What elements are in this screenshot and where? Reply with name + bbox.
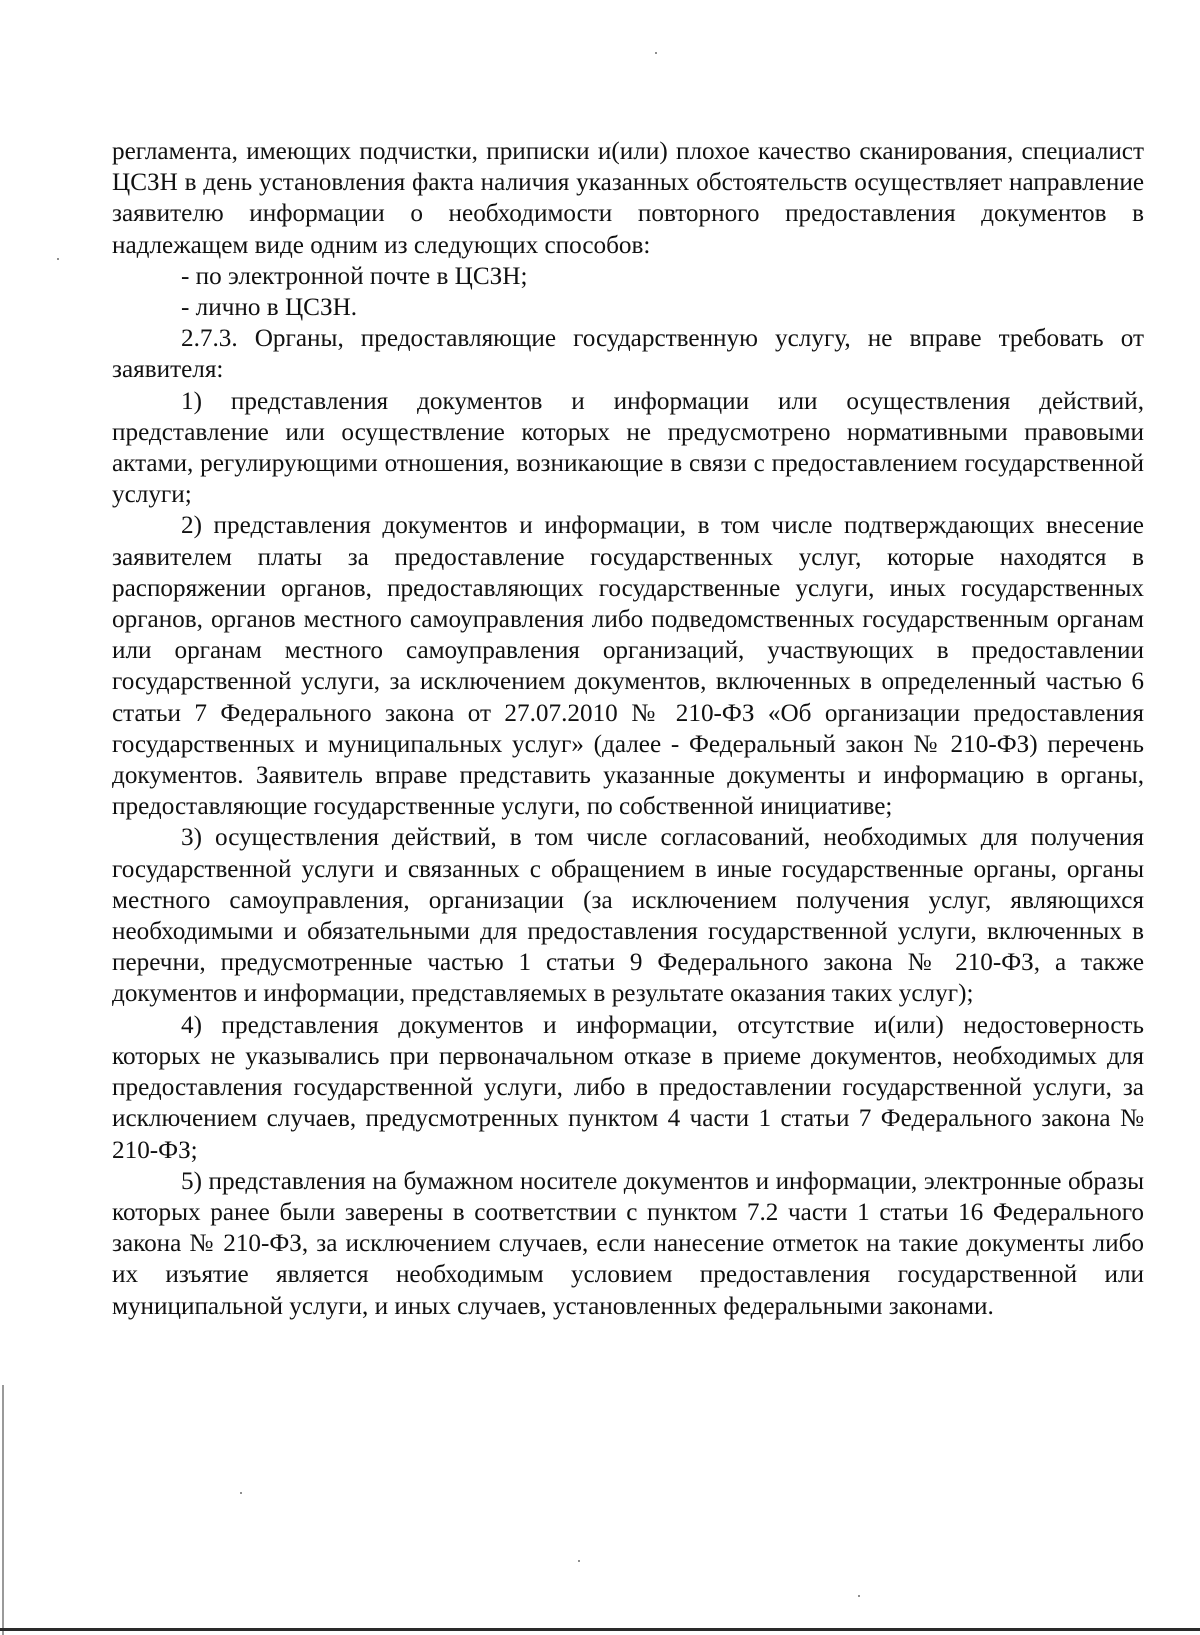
scan-speck [240,1492,242,1494]
section-2-7-3: 2.7.3. Органы, предоставляющие государственную услугу, не вправе требовать от заявителя: [112,325,1144,384]
list-item-in-person: - лично в ЦСЗН. [181,294,358,322]
scan-edge-left [2,1385,4,1635]
clause-3: 3) осуществления действий, в том числе согласований, необходимых для получения государственной услуги и связанных с обращением в иные государственные органы, органы местного самоуправления, организации (за исключением получения услуг, являющихся необходимыми и обязательными для предоставления государственной услуги, включенных в перечни, предусмотренные частью 1 статьи 9 Федерального закона № 210-ФЗ, а также документов и информации, представляемых в результате оказания таких услуг); [112,824,1144,1008]
clause-1: 1) представления документов и информации или осуществления действий, представление или осуществление которых не предусмотрено нормативными правовыми актами, регулирующими отношения, возникающие в связи с предоставлением государственной услуги; [112,387,1144,509]
clause-5: 5) представления на бумажном носителе документов и информации, электронные образы которых ранее были заверены в соответствии с пунктом 7.2 части 1 статьи 16 Федерального закона № 210-ФЗ, за исключением случаев, если нанесение отметок на такие документы либо их изъятие является необходимым условием предоставления государственной или муниципальной услуги, и иных случаев, установленных федеральными законами. [112,1167,1144,1320]
scan-edge-bottom [0,1628,1200,1631]
scan-speck [858,1595,860,1597]
list-item-email: - по электронной почте в ЦСЗН; [181,262,528,290]
clause-2: 2) представления документов и информации, в том числе подтверждающих внесение заявителем платы за предоставление государственных услуг, которые находятся в распоряжении органов, предоставляющих государственные услуги, иных государственных органов, органов местного самоуправления либо подведомственных государственным органам или органам местного самоуправления организаций, участвующих в предоставлении государственной услуги, за исключением документов, включенных в определенный частью 6 статьи 7 Федерального закона от 27.07.2010 № 210-ФЗ «Об организации предоставления государственных и муниципальных услуг» (далее - Федеральный закон № 210-ФЗ) перечень документов. Заявитель вправе представить указанные документы и информацию в органы, предоставляющие государственные услуги, по собственной инициативе; [112,512,1144,821]
scan-speck [655,52,657,54]
document-body [112,136,1144,1322]
clause-4: 4) представления документов и информации, отсутствие и(или) недостоверность которых не указывались при первоначальном отказе в приеме документов, необходимых для предоставления государственной услуги, либо в предоставлении государственной услуги, за исключением случаев, предусмотренных пунктом 4 части 1 статьи 7 Федерального закона № 210-ФЗ; [112,1011,1144,1164]
paragraph-continuation: регламента, имеющих подчистки, приписки и(или) плохое качество сканирования, специалист ЦСЗН в день установления факта наличия указанных обстоятельств осуществляет направление заявителю информации о необходимости повторного предоставления документов в надлежащем виде одним из следующих способов: [112,138,1144,259]
scan-speck [57,258,59,260]
scan-speck [578,1560,580,1562]
